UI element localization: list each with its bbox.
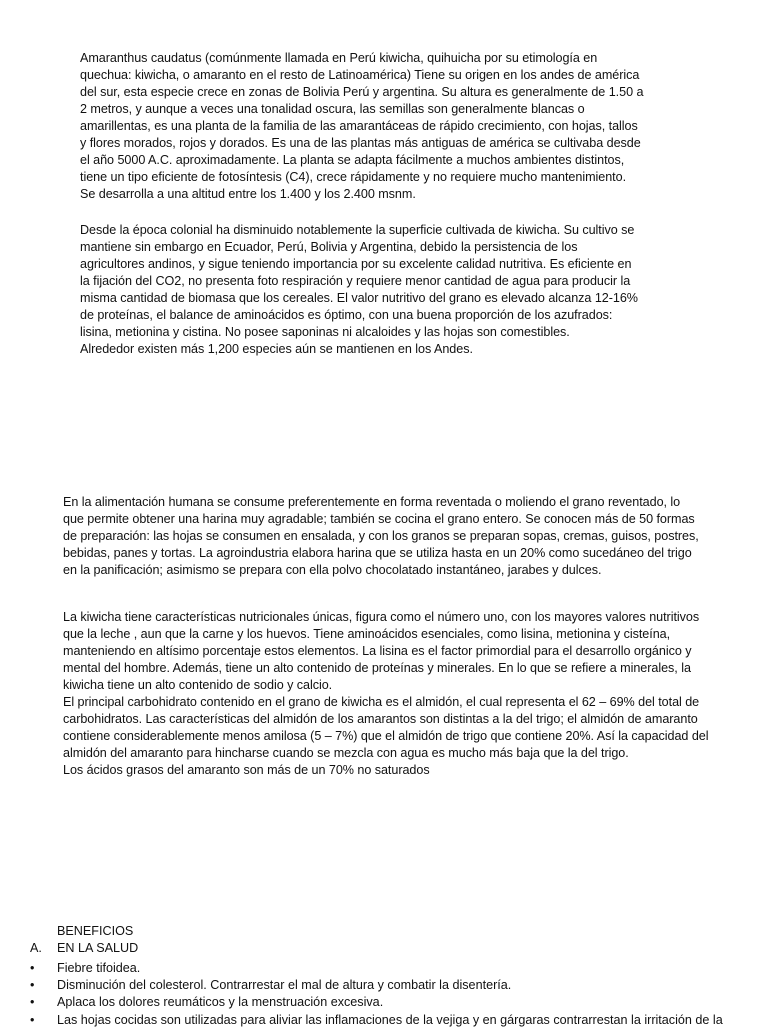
list-item-text: Disminución del colesterol. Contrarrestar el mal de altura y combatir la disentería. [57, 978, 512, 992]
paragraph-origin [80, 50, 643, 203]
text-line: manteniendo en altísimo porcentaje estos elementos. La lisina es el factor primordial para el desarrollo orgánico y [63, 644, 692, 658]
text-line: Desde la época colonial ha disminuido notablemente la superficie cultivada de kiwicha. Su cultivo se [80, 223, 635, 237]
text-line: mental del hombre. Además, tiene un alto contenido de proteínas y minerales. En lo que se refiere a minerales, la [63, 661, 691, 675]
text-line: tiene un tipo eficiente de fotosíntesis (C4), crece rápidamente y no requiere mucho mantenimiento. [80, 170, 627, 184]
bullet-icon: • [30, 1013, 35, 1027]
text-line: de proteínas, el balance de aminoácidos es óptimo, con una buena proporción de los azufrados: [80, 308, 613, 322]
text-line: lisina, metionina y cistina. No posee saponinas ni alcaloides y las hojas son comestibles. [80, 325, 570, 339]
benefits-heading: BENEFICIOS [57, 924, 134, 938]
list-item-text: Aplaca los dolores reumáticos y la menstruación excesiva. [57, 995, 384, 1009]
text-line: almidón del amaranto para hincharse cuando se mezcla con agua es mucho más baja que la del trigo. [63, 746, 629, 760]
text-line: carbohidratos. Las características del almidón de los amarantos son distintas a la del trigo; el almidón de amaranto [63, 712, 698, 726]
text-line: la fijación del CO2, no presenta foto respiración y requiere menor cantidad de agua para producir la [80, 274, 631, 288]
text-line: kiwicha tiene un alto contenido de sodio y calcio. [63, 678, 333, 692]
text-line: Se desarrolla a una altitud entre los 1.400 y los 2.400 msnm. [80, 187, 416, 201]
text-line: amarillentas, es una planta de la familia de las amarantáceas de rápido crecimiento, con hojas, tallos [80, 119, 638, 133]
text-line: En la alimentación humana se consume preferentemente en forma reventada o moliendo el grano reventado, lo [63, 495, 681, 509]
text-line: y flores morados, rojos y dorados. Es una de las plantas más antiguas de américa se cultivaba desde [80, 136, 641, 150]
bullet-icon: • [30, 961, 35, 975]
text-line: mantiene sin embargo en Ecuador, Perú, Bolivia y Argentina, debido la persistencia de los [80, 240, 578, 254]
text-line: que la leche , aun que la carne y los huevos. Tiene aminoácidos esenciales, como lisina, metionina y cisteína, [63, 627, 671, 641]
paragraph-food-use [63, 494, 699, 579]
text-line: Los ácidos grasos del amaranto son más de un 70% no saturados [63, 763, 430, 777]
text-line: en la panificación; asimismo se prepara con ella polvo chocolatado instantáneo, jarabes y dulces. [63, 563, 602, 577]
text-line: agricultores andinos, y sigue teniendo importancia por su excelente calidad nutritiva. Es eficiente en [80, 257, 632, 271]
paragraph-cultivation [80, 222, 638, 358]
bullet-icon: • [30, 995, 35, 1009]
list-item-text: Las hojas cocidas son utilizadas para aliviar las inflamaciones de la vejiga y en gárgaras contrarrestan la irritación de la [57, 1013, 723, 1027]
text-line: El principal carbohidrato contenido en el grano de kiwicha es el almidón, el cual representa el 62 – 69% del total de [63, 695, 700, 709]
text-line: Amaranthus caudatus (comúnmente llamada en Perú kiwicha, quihuicha por su etimología en [80, 51, 598, 65]
text-line: 2 metros, y aunque a veces una tonalidad oscura, las semillas son generalmente blancas o [80, 102, 585, 116]
bullet-icon: • [30, 978, 35, 992]
list-item-text: EN LA SALUD [57, 941, 139, 955]
text-line: contiene considerablemente menos amilosa (5 – 7%) que el almidón de trigo que contiene 20%. Así la capacidad del [63, 729, 709, 743]
text-line: misma cantidad de biomasa que los cereales. El valor nutritivo del grano es elevado alcanza 12-16% [80, 291, 638, 305]
text-line: Alrededor existen más 1,200 especies aún se mantienen en los Andes. [80, 342, 473, 356]
paragraph-nutrition [63, 609, 708, 779]
list-marker: A. [30, 941, 42, 955]
text-line: el año 5000 A.C. aproximadamente. La planta se adapta fácilmente a muchos ambientes distintos, [80, 153, 625, 167]
text-line: del sur, esta especie crece en zonas de Bolivia Perú y argentina. Su altura es generalmente de 1.50 a [80, 85, 644, 99]
text-line: bebidas, panes y tortas. La agroindustria elabora harina que se utiliza hasta en un 20% como sucedáneo del trigo [63, 546, 692, 560]
text-line: La kiwicha tiene características nutricionales únicas, figura como el número uno, con los mayores valores nutritivos [63, 610, 700, 624]
text-line: de preparación: las hojas se consumen en ensalada, y con los granos se preparan sopas, cremas, guisos, postres, [63, 529, 699, 543]
text-line: quechua: kiwicha, o amaranto en el resto de Latinoamérica) Tiene su origen en los andes de américa [80, 68, 640, 82]
text-line: que permite obtener una harina muy agradable; también se cocina el grano entero. Se conocen más de 50 formas [63, 512, 695, 526]
list-item-text: Fiebre tifoidea. [57, 961, 141, 975]
